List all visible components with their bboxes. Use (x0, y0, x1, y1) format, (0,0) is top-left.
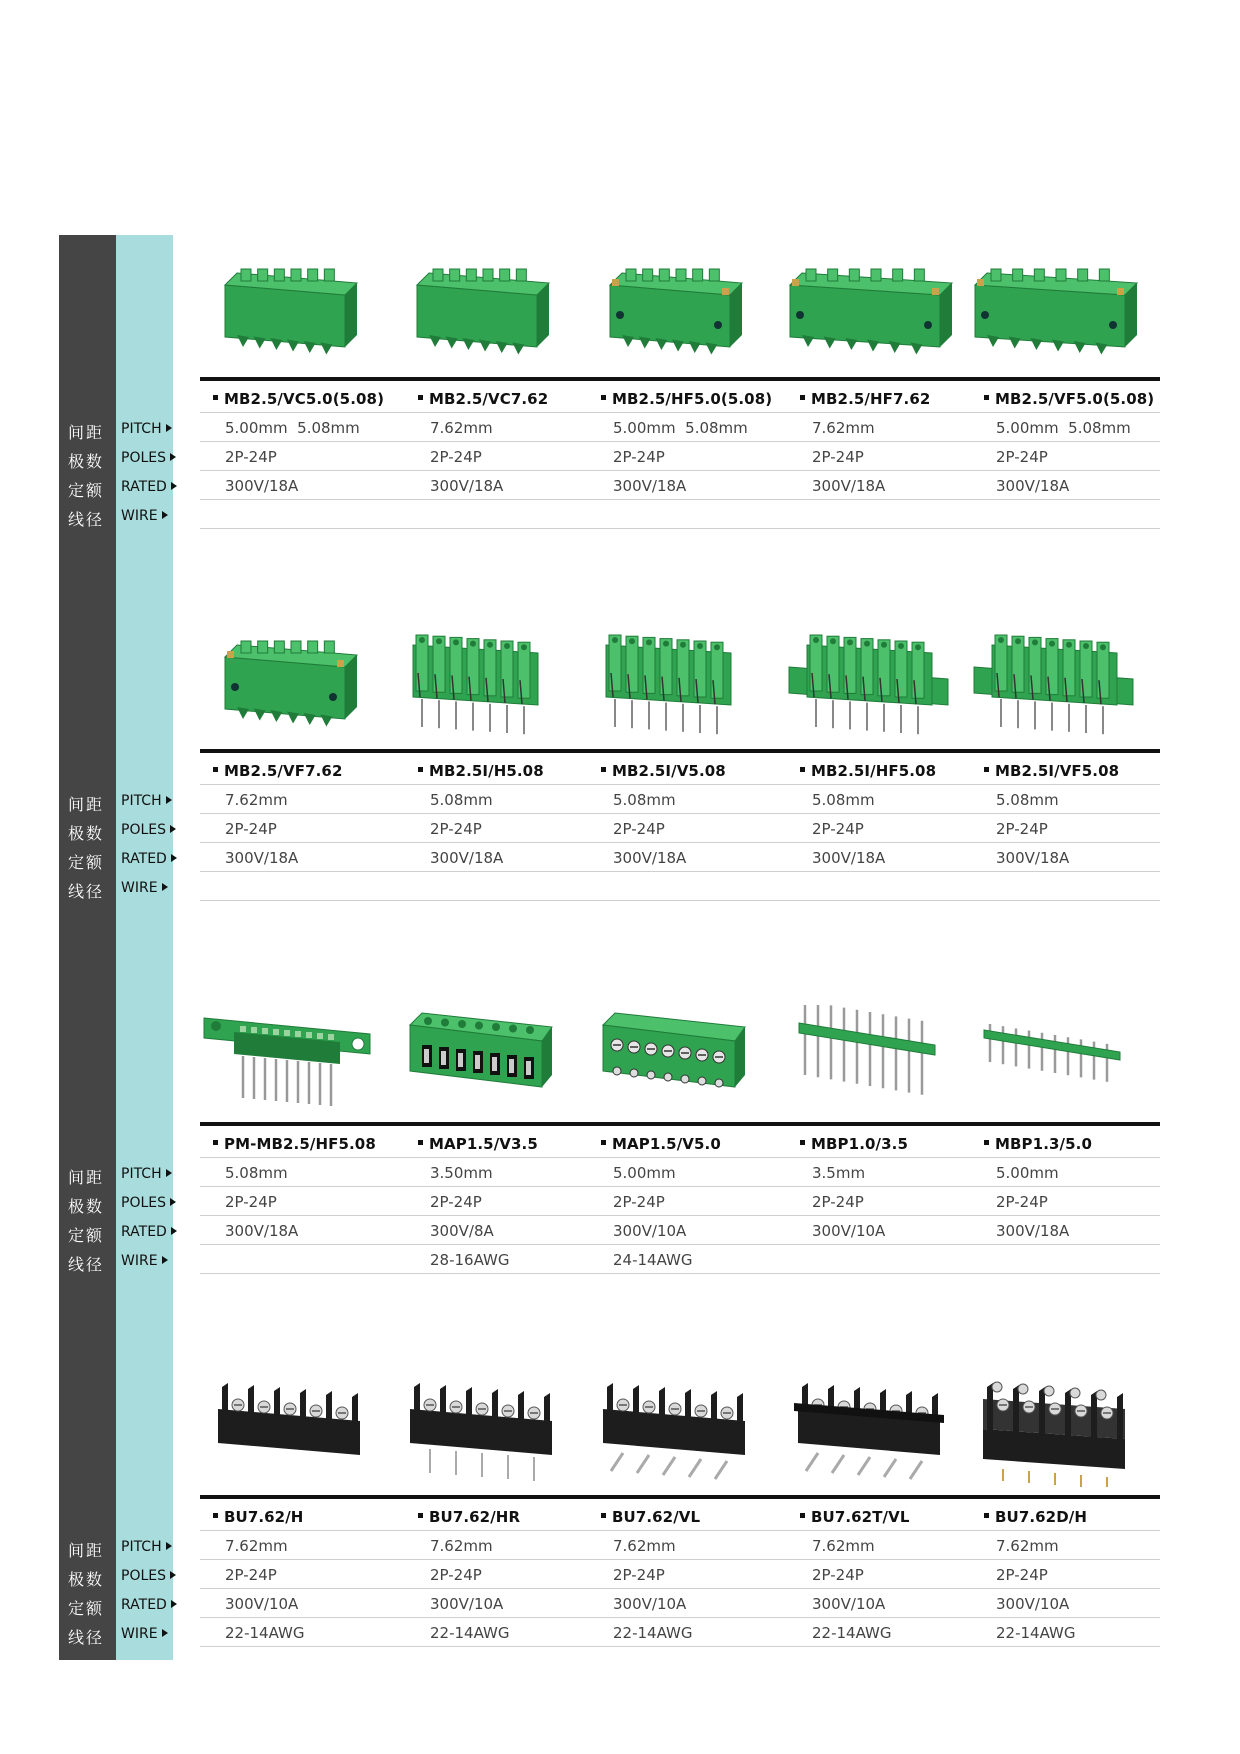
row-divider (200, 1273, 1160, 1274)
spec-rated: 300V/18A (812, 477, 886, 495)
row-label-cn: 间距 (68, 795, 105, 814)
spec-poles: 2P-24P (613, 448, 665, 466)
model-name: MBP1.3/5.0 (995, 1135, 1092, 1153)
bullet-icon (800, 395, 805, 400)
model-name: BU7.62/VL (612, 1508, 701, 1526)
spec-rated: 300V/10A (430, 1595, 504, 1613)
arrow-right-icon (171, 1227, 177, 1235)
product-photo (965, 612, 1145, 752)
product-section (0, 612, 1240, 952)
row-divider (200, 1244, 1160, 1245)
row-label-en (121, 851, 177, 867)
row-divider (200, 1157, 1160, 1158)
spec-poles: 2P-24P (996, 820, 1048, 838)
bullet-icon (601, 395, 606, 400)
product-photo (392, 612, 572, 752)
row-label-cn: 极数 (68, 824, 105, 843)
product-model (601, 390, 772, 408)
row-label-text: PITCH (121, 1166, 162, 1182)
spec-pitch: 7.62mm (225, 791, 288, 809)
row-label-cn: 定额 (68, 1226, 105, 1245)
spec-pitch: 7.62mm (812, 419, 875, 437)
row-label-en (121, 1195, 176, 1211)
spec-poles: 2P-24P (430, 1193, 482, 1211)
model-name: MAP1.5/V5.0 (612, 1135, 721, 1153)
row-divider (200, 813, 1160, 814)
product-model (418, 390, 548, 408)
product-model (418, 1135, 538, 1153)
spec-pitch: 5.08mm (430, 791, 493, 809)
model-name: PM-MB2.5/HF5.08 (224, 1135, 376, 1153)
bullet-icon (418, 767, 423, 772)
row-divider (200, 842, 1160, 843)
model-name: BU7.62D/H (995, 1508, 1088, 1526)
spec-wire: 22-14AWG (812, 1624, 892, 1642)
row-label-en (121, 1224, 177, 1240)
row-label-en (121, 1166, 172, 1182)
bullet-icon (601, 1513, 606, 1518)
product-model (984, 1508, 1087, 1526)
product-photos (200, 612, 1160, 752)
spec-wire: 28-16AWG (430, 1251, 510, 1269)
model-name: BU7.62/H (224, 1508, 304, 1526)
model-name: MB2.5/VF5.0(5.08) (995, 390, 1155, 408)
row-label-cn: 极数 (68, 1570, 105, 1589)
row-label-en (121, 1626, 168, 1642)
spec-pitch: 7.62mm (430, 419, 493, 437)
arrow-right-icon (171, 482, 177, 490)
product-model (418, 762, 544, 780)
model-name: MB2.5I/VF5.08 (995, 762, 1120, 780)
row-label-text: WIRE (121, 1253, 158, 1269)
row-label-en (121, 421, 172, 437)
model-name: MAP1.5/V3.5 (429, 1135, 538, 1153)
spec-rated: 300V/18A (996, 1222, 1070, 1240)
arrow-right-icon (162, 511, 168, 519)
product-section (0, 240, 1240, 580)
row-label-cn: 间距 (68, 423, 105, 442)
spec-pitch: 5.00mm (996, 1164, 1059, 1182)
section-rule (200, 1122, 1160, 1126)
spec-rated: 300V/18A (430, 477, 504, 495)
arrow-right-icon (166, 1169, 172, 1177)
product-photo (392, 240, 572, 380)
row-divider (200, 499, 1160, 500)
row-divider (200, 1617, 1160, 1618)
section-rule (200, 377, 1160, 381)
row-label-cn: 定额 (68, 853, 105, 872)
row-label-cn: 线径 (68, 882, 105, 901)
product-model (601, 1508, 700, 1526)
row-label-text: WIRE (121, 1626, 158, 1642)
row-label-cn: 定额 (68, 1599, 105, 1618)
row-label-text: POLES (121, 822, 166, 838)
product-photo (200, 985, 380, 1125)
bullet-icon (800, 1140, 805, 1145)
spec-pitch: 7.62mm (996, 1537, 1059, 1555)
bullet-icon (213, 1140, 218, 1145)
spec-pitch: 5.00mm 5.08mm (996, 419, 1131, 437)
product-photo (780, 612, 960, 752)
section-rule (200, 1495, 1160, 1499)
spec-rated: 300V/10A (812, 1595, 886, 1613)
row-divider (200, 871, 1160, 872)
product-photos (200, 240, 1160, 380)
spec-wire: 22-14AWG (225, 1624, 305, 1642)
arrow-right-icon (166, 796, 172, 804)
row-label-cn: 极数 (68, 452, 105, 471)
model-name: MBP1.0/3.5 (811, 1135, 908, 1153)
bullet-icon (800, 1513, 805, 1518)
product-model (984, 762, 1119, 780)
bullet-icon (213, 767, 218, 772)
spec-poles: 2P-24P (812, 820, 864, 838)
product-model (800, 762, 936, 780)
spec-rated: 300V/18A (996, 477, 1070, 495)
spec-pitch: 7.62mm (225, 1537, 288, 1555)
row-divider (200, 900, 1160, 901)
row-label-en (121, 1568, 176, 1584)
product-photo (585, 240, 765, 380)
spec-poles: 2P-24P (225, 448, 277, 466)
product-model (984, 1135, 1092, 1153)
row-label-text: WIRE (121, 880, 158, 896)
arrow-right-icon (170, 1571, 176, 1579)
product-model (800, 1508, 910, 1526)
spec-poles: 2P-24P (225, 820, 277, 838)
row-label-cn: 极数 (68, 1197, 105, 1216)
product-model (213, 1135, 376, 1153)
spec-wire: 22-14AWG (430, 1624, 510, 1642)
row-label-cn: 线径 (68, 1628, 105, 1647)
spec-pitch: 7.62mm (430, 1537, 493, 1555)
bullet-icon (984, 767, 989, 772)
row-label-text: POLES (121, 1568, 166, 1584)
row-label-en (121, 1253, 168, 1269)
row-label-text: PITCH (121, 1539, 162, 1555)
row-label-text: POLES (121, 1195, 166, 1211)
row-divider (200, 528, 1160, 529)
bullet-icon (984, 1513, 989, 1518)
spec-rated: 300V/18A (613, 477, 687, 495)
product-model (418, 1508, 520, 1526)
spec-poles: 2P-24P (430, 1566, 482, 1584)
row-label-en (121, 479, 177, 495)
row-label-text: RATED (121, 1224, 167, 1240)
spec-poles: 2P-24P (996, 1566, 1048, 1584)
product-photos (200, 985, 1160, 1125)
product-photo (965, 1358, 1145, 1498)
spec-pitch: 7.62mm (613, 1537, 676, 1555)
row-label-en (121, 508, 168, 524)
spec-rated: 300V/18A (996, 849, 1070, 867)
product-photo (780, 1358, 960, 1498)
spec-pitch: 5.08mm (613, 791, 676, 809)
bullet-icon (601, 1140, 606, 1145)
spec-rated: 300V/18A (225, 477, 299, 495)
bullet-icon (984, 395, 989, 400)
product-model (800, 390, 930, 408)
product-model (800, 1135, 908, 1153)
product-photo (585, 1358, 765, 1498)
row-label-en (121, 880, 168, 896)
row-divider (200, 1588, 1160, 1589)
product-photo (200, 612, 380, 752)
spec-pitch: 5.00mm 5.08mm (613, 419, 748, 437)
spec-rated: 300V/10A (812, 1222, 886, 1240)
spec-poles: 2P-24P (225, 1566, 277, 1584)
product-photo (392, 1358, 572, 1498)
model-name: MB2.5/VF7.62 (224, 762, 343, 780)
product-photo (392, 985, 572, 1125)
row-divider (200, 1646, 1160, 1647)
spec-poles: 2P-24P (225, 1193, 277, 1211)
spec-poles: 2P-24P (996, 1193, 1048, 1211)
spec-rated: 300V/10A (996, 1595, 1070, 1613)
spec-poles: 2P-24P (812, 1193, 864, 1211)
spec-pitch: 5.08mm (996, 791, 1059, 809)
product-photo (780, 985, 960, 1125)
row-label-text: POLES (121, 450, 166, 466)
row-label-en (121, 793, 172, 809)
row-label-text: RATED (121, 479, 167, 495)
arrow-right-icon (171, 1600, 177, 1608)
product-photo (965, 240, 1145, 380)
model-name: BU7.62T/VL (811, 1508, 910, 1526)
spec-rated: 300V/10A (613, 1222, 687, 1240)
product-photo (200, 1358, 380, 1498)
arrow-right-icon (170, 1198, 176, 1206)
bullet-icon (800, 767, 805, 772)
product-model (213, 390, 384, 408)
spec-poles: 2P-24P (430, 820, 482, 838)
arrow-right-icon (170, 825, 176, 833)
row-label-cn: 间距 (68, 1541, 105, 1560)
product-photo (585, 985, 765, 1125)
model-name: MB2.5/VC5.0(5.08) (224, 390, 385, 408)
arrow-right-icon (171, 854, 177, 862)
arrow-right-icon (162, 1629, 168, 1637)
row-divider (200, 1215, 1160, 1216)
row-divider (200, 470, 1160, 471)
row-label-text: RATED (121, 851, 167, 867)
spec-poles: 2P-24P (812, 448, 864, 466)
row-divider (200, 1559, 1160, 1560)
spec-poles: 2P-24P (613, 1193, 665, 1211)
product-photo (780, 240, 960, 380)
model-name: MB2.5/VC7.62 (429, 390, 549, 408)
row-label-text: PITCH (121, 793, 162, 809)
spec-poles: 2P-24P (613, 1566, 665, 1584)
model-name: MB2.5I/V5.08 (612, 762, 726, 780)
spec-rated: 300V/18A (225, 1222, 299, 1240)
product-model (213, 1508, 303, 1526)
row-label-text: RATED (121, 1597, 167, 1613)
spec-poles: 2P-24P (613, 820, 665, 838)
bullet-icon (984, 1140, 989, 1145)
row-label-en (121, 450, 176, 466)
row-divider (200, 1530, 1160, 1531)
bullet-icon (418, 1513, 423, 1518)
spec-rated: 300V/10A (613, 1595, 687, 1613)
section-rule (200, 749, 1160, 753)
row-divider (200, 441, 1160, 442)
row-divider (200, 1186, 1160, 1187)
spec-wire: 22-14AWG (613, 1624, 693, 1642)
product-section (0, 985, 1240, 1325)
row-divider (200, 412, 1160, 413)
bullet-icon (213, 395, 218, 400)
row-label-cn: 定额 (68, 481, 105, 500)
model-name: BU7.62/HR (429, 1508, 521, 1526)
spec-poles: 2P-24P (812, 1566, 864, 1584)
spec-rated: 300V/18A (430, 849, 504, 867)
bullet-icon (213, 1513, 218, 1518)
arrow-right-icon (166, 1542, 172, 1550)
product-section (0, 1358, 1240, 1698)
product-photos (200, 1358, 1160, 1498)
model-name: MB2.5I/H5.08 (429, 762, 544, 780)
row-label-en (121, 1597, 177, 1613)
row-label-text: WIRE (121, 508, 158, 524)
row-label-text: PITCH (121, 421, 162, 437)
product-photo (965, 985, 1145, 1125)
spec-pitch: 5.00mm 5.08mm (225, 419, 360, 437)
bullet-icon (601, 767, 606, 772)
spec-pitch: 3.50mm (430, 1164, 493, 1182)
row-divider (200, 784, 1160, 785)
spec-rated: 300V/18A (225, 849, 299, 867)
product-photo (585, 612, 765, 752)
product-model (601, 762, 726, 780)
spec-rated: 300V/8A (430, 1222, 494, 1240)
row-label-en (121, 1539, 172, 1555)
spec-pitch: 5.00mm (613, 1164, 676, 1182)
spec-wire: 22-14AWG (996, 1624, 1076, 1642)
spec-pitch: 7.62mm (812, 1537, 875, 1555)
product-model (601, 1135, 721, 1153)
product-model (213, 762, 342, 780)
spec-rated: 300V/18A (613, 849, 687, 867)
arrow-right-icon (170, 453, 176, 461)
product-model (984, 390, 1154, 408)
bullet-icon (418, 1140, 423, 1145)
arrow-right-icon (166, 424, 172, 432)
row-label-en (121, 822, 176, 838)
model-name: MB2.5/HF7.62 (811, 390, 931, 408)
model-name: MB2.5/HF5.0(5.08) (612, 390, 773, 408)
model-name: MB2.5I/HF5.08 (811, 762, 937, 780)
spec-wire: 24-14AWG (613, 1251, 693, 1269)
spec-poles: 2P-24P (996, 448, 1048, 466)
spec-rated: 300V/18A (812, 849, 886, 867)
spec-poles: 2P-24P (430, 448, 482, 466)
bullet-icon (418, 395, 423, 400)
arrow-right-icon (162, 1256, 168, 1264)
spec-pitch: 3.5mm (812, 1164, 866, 1182)
spec-pitch: 5.08mm (812, 791, 875, 809)
product-photo (200, 240, 380, 380)
arrow-right-icon (162, 883, 168, 891)
row-label-cn: 间距 (68, 1168, 105, 1187)
spec-pitch: 5.08mm (225, 1164, 288, 1182)
spec-rated: 300V/10A (225, 1595, 299, 1613)
row-label-cn: 线径 (68, 510, 105, 529)
row-label-cn: 线径 (68, 1255, 105, 1274)
